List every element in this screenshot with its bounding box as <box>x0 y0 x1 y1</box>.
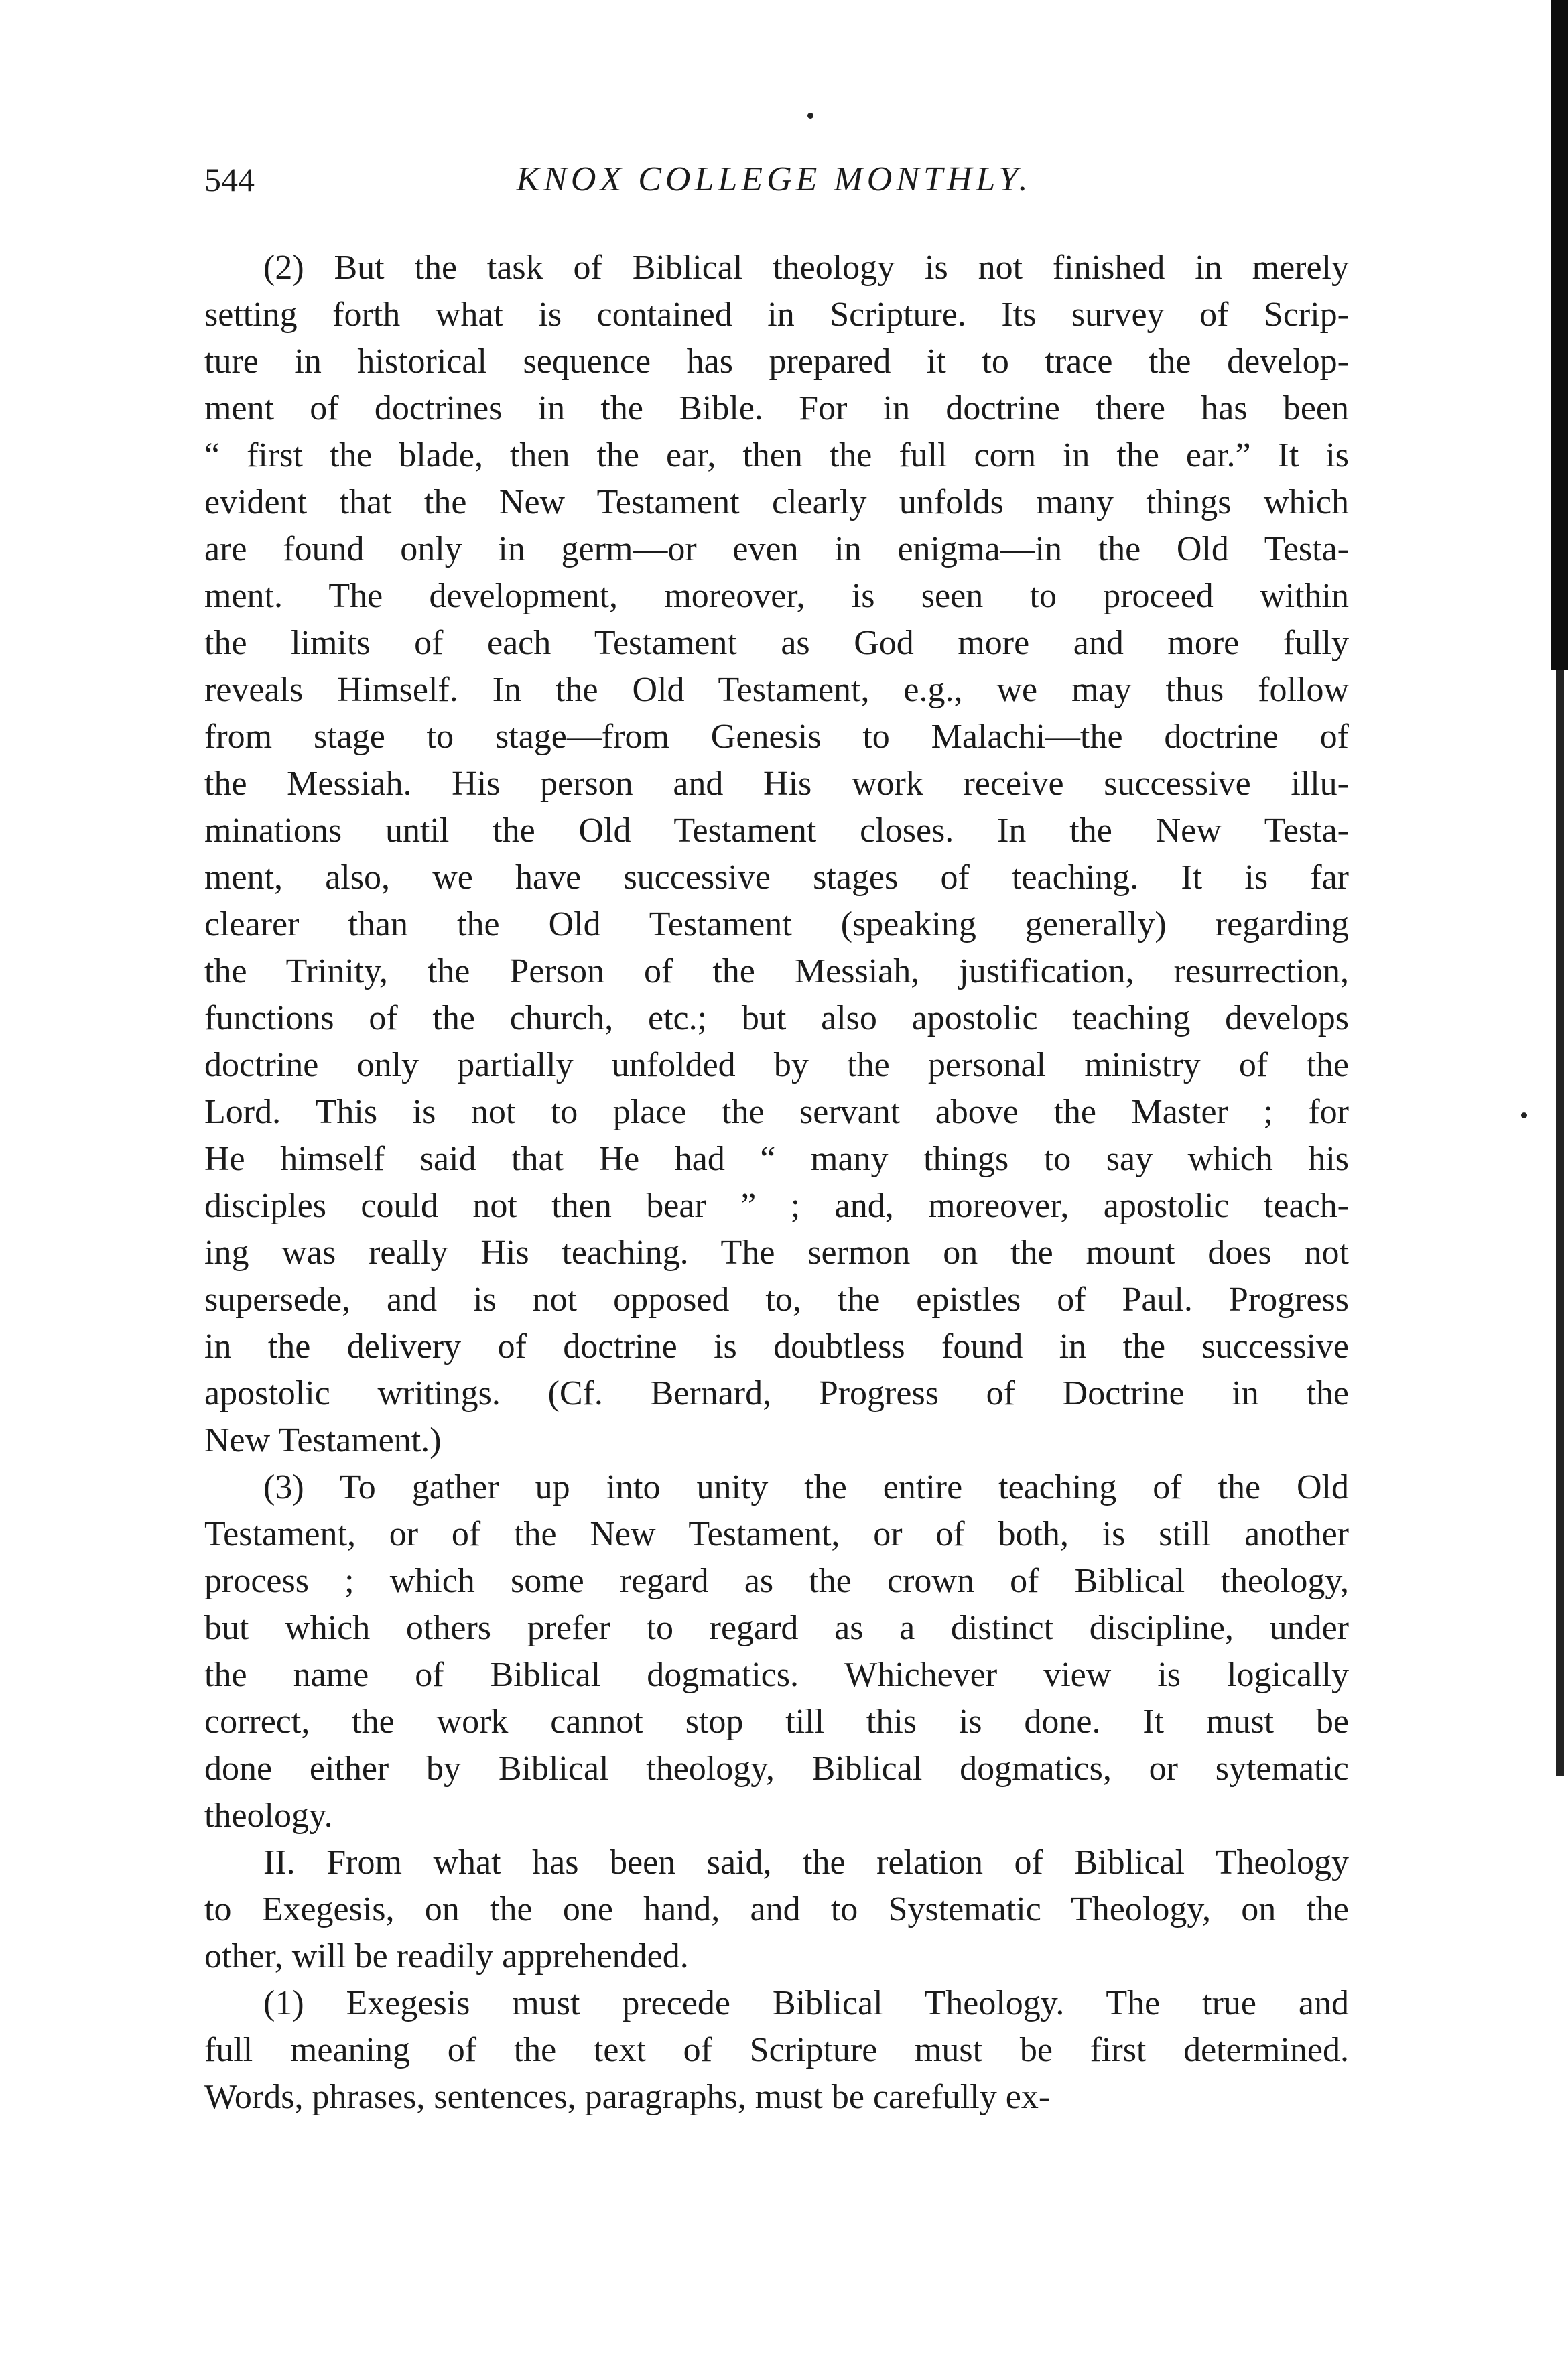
text-line: theology. <box>204 1796 333 1835</box>
text-line: ment. The development, moreover, is seen to proceed within <box>204 577 1349 615</box>
text-line: correct, the work cannot stop till this is done. It must be <box>204 1703 1349 1741</box>
text-line: clearer than the Old Testament (speaking generally) regarding <box>204 905 1349 943</box>
paragraph <box>204 1464 1349 1839</box>
text-line: full meaning of the text of Scripture must be first determined. <box>204 2031 1349 2069</box>
text-line: Words, phrases, sentences, paragraphs, must be carefully ex- <box>204 2078 1051 2116</box>
paragraph <box>204 245 1349 1464</box>
text-line: minations until the Old Testament closes. In the New Testa- <box>204 811 1349 850</box>
text-line: Lord. This is not to place the servant above the Master ; for <box>204 1093 1349 1131</box>
text-line: disciples could not then bear ” ; and, moreover, apostolic teach- <box>204 1187 1349 1225</box>
text-line: the Messiah. His person and His work receive successive illu- <box>204 765 1349 803</box>
text-line: evident that the New Testament clearly unfolds many things which <box>204 483 1349 521</box>
page-number: 544 <box>204 161 255 198</box>
text-line: ment, also, we have successive stages of teaching. It is far <box>204 858 1349 897</box>
text-line: from stage to stage—from Genesis to Malachi—the doctrine of <box>204 718 1349 756</box>
running-title: KNOX COLLEGE MONTHLY. <box>516 160 1032 198</box>
text-line: in the delivery of doctrine is doubtless found in the successive <box>204 1327 1349 1366</box>
scan-speck <box>1521 1112 1527 1118</box>
text-line: (3) To gather up into unity the entire teaching of the Old <box>263 1468 1349 1506</box>
text-line: to Exegesis, on the one hand, and to Systematic Theology, on the <box>204 1890 1349 1928</box>
text-line: apostolic writings. (Cf. Bernard, Progress of Doctrine in the <box>204 1374 1349 1413</box>
text-line: the Trinity, the Person of the Messiah, justification, resurrection, <box>204 952 1349 990</box>
text-line: He himself said that He had “ many things to say which his <box>204 1140 1349 1178</box>
text-line: New Testament.) <box>204 1421 442 1459</box>
text-line: the limits of each Testament as God more and more fully <box>204 624 1349 662</box>
paragraph <box>204 1839 1349 1980</box>
text-line: ment of doctrines in the Bible. For in doctrine there has been <box>204 389 1349 428</box>
scan-edge-shadow-lower <box>1556 670 1564 1776</box>
text-line: II. From what has been said, the relation of Biblical Theology <box>263 1843 1349 1882</box>
text-line: (2) But the task of Biblical theology is not finished in merely <box>263 249 1349 287</box>
text-line: ing was really His teaching. The sermon on the mount does not <box>204 1234 1349 1272</box>
text-line: but which others prefer to regard as a distinct discipline, under <box>204 1609 1349 1647</box>
text-line: reveals Himself. In the Old Testament, e.g., we may thus follow <box>204 671 1349 709</box>
scan-speck <box>807 113 813 119</box>
text-line: supersede, and is not opposed to, the epistles of Paul. Progress <box>204 1281 1349 1319</box>
text-line: ture in historical sequence has prepared it to trace the develop- <box>204 342 1349 381</box>
text-line: are found only in germ—or even in enigma—in the Old Testa- <box>204 530 1349 568</box>
text-line: setting forth what is contained in Scripture. Its survey of Scrip- <box>204 296 1349 334</box>
text-line: Testament, or of the New Testament, or of both, is still another <box>204 1515 1349 1553</box>
text-line: process ; which some regard as the crown of Biblical theology, <box>204 1562 1349 1600</box>
text-line: done either by Biblical theology, Biblical dogmatics, or sytematic <box>204 1750 1349 1788</box>
text-line: other, will be readily apprehended. <box>204 1937 689 1975</box>
text-line: “ first the blade, then the ear, then the full corn in the ear.” It is <box>204 436 1349 474</box>
text-line: (1) Exegesis must precede Biblical Theology. The true and <box>263 1984 1349 2022</box>
text-line: doctrine only partially unfolded by the personal ministry of the <box>204 1046 1349 1084</box>
text-line: functions of the church, etc.; but also apostolic teaching develops <box>204 999 1349 1037</box>
scan-edge-shadow <box>1551 0 1568 670</box>
paragraph <box>204 1980 1349 2121</box>
text-line: the name of Biblical dogmatics. Whichever view is logically <box>204 1656 1349 1694</box>
page-header <box>204 153 1344 206</box>
body-text <box>204 245 1349 2121</box>
